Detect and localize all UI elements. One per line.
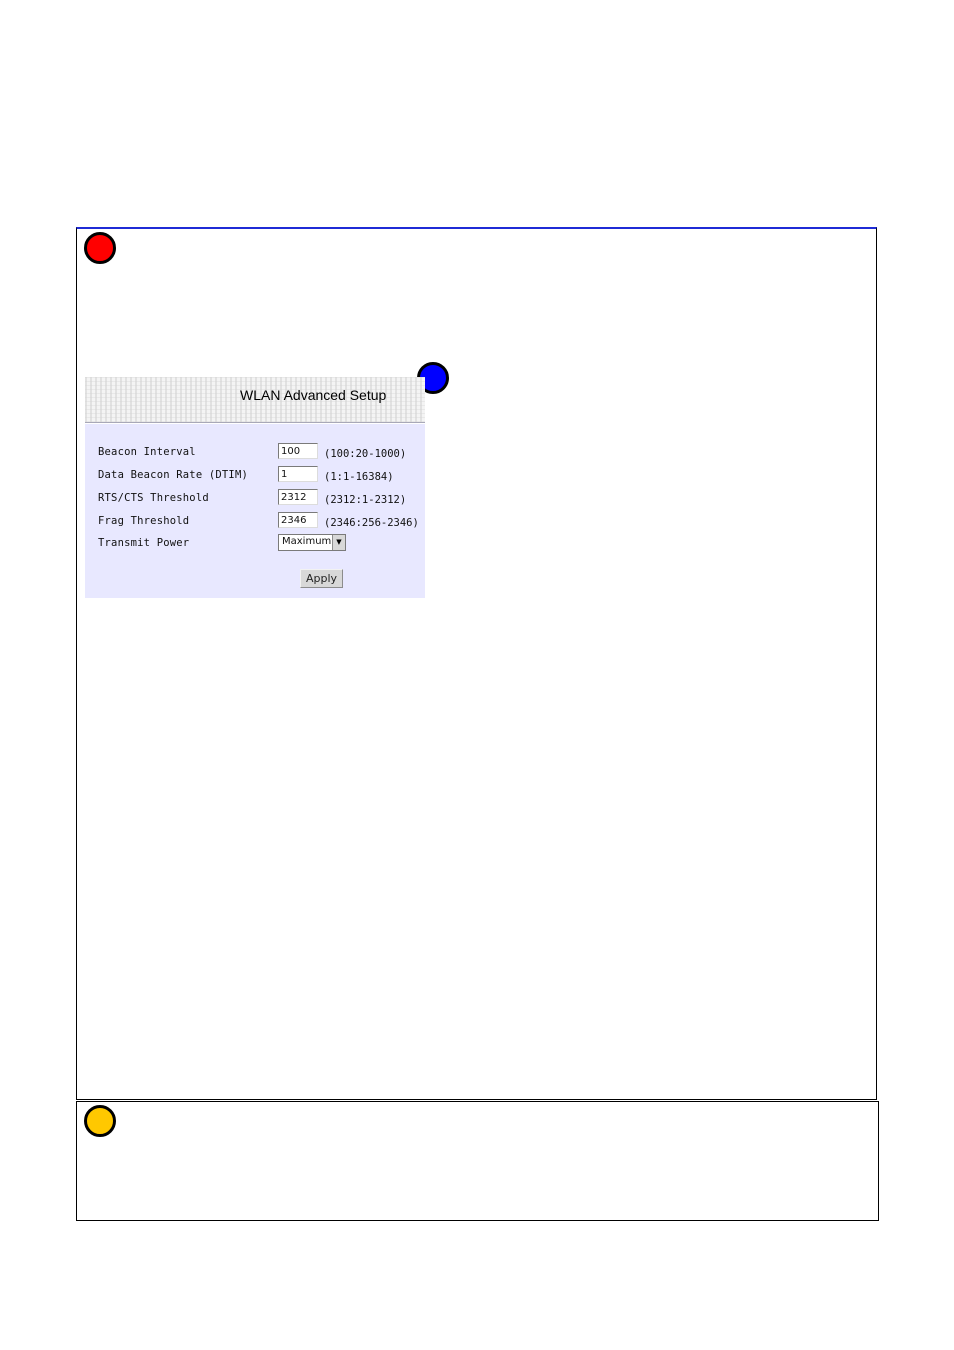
rts-cts-row [85, 488, 425, 508]
red-marker-icon [84, 232, 116, 264]
rts-cts-input[interactable] [278, 489, 318, 505]
wlan-advanced-setup-panel [85, 377, 425, 598]
frag-threshold-input[interactable] [278, 512, 318, 528]
beacon-interval-input[interactable] [278, 443, 318, 459]
rts-cts-range: (2312:1-2312) [324, 494, 407, 506]
note-frame [76, 1101, 879, 1221]
frag-threshold-row [85, 511, 425, 531]
beacon-interval-row [85, 442, 425, 462]
beacon-interval-range: (100:20-1000) [324, 448, 407, 460]
transmit-power-row [85, 533, 425, 553]
dtim-label: Data Beacon Rate (DTIM) [98, 469, 248, 481]
chevron-down-icon[interactable]: ▼ [332, 535, 345, 550]
beacon-interval-label: Beacon Interval [98, 446, 196, 458]
dtim-row [85, 465, 425, 485]
dtim-range: (1:1-16384) [324, 471, 394, 483]
apply-button[interactable]: Apply [300, 569, 343, 588]
panel-title: WLAN Advanced Setup [240, 387, 387, 403]
content-frame [76, 227, 877, 1100]
panel-header [85, 377, 425, 423]
transmit-power-value: Maximum [282, 536, 332, 547]
transmit-power-select[interactable] [278, 534, 346, 551]
transmit-power-label: Transmit Power [98, 537, 190, 549]
rts-cts-label: RTS/CTS Threshold [98, 492, 209, 504]
frag-threshold-label: Frag Threshold [98, 515, 190, 527]
panel-body [85, 424, 425, 598]
yellow-marker-icon [84, 1105, 116, 1137]
frag-threshold-range: (2346:256-2346) [324, 517, 419, 529]
dtim-input[interactable] [278, 466, 318, 482]
